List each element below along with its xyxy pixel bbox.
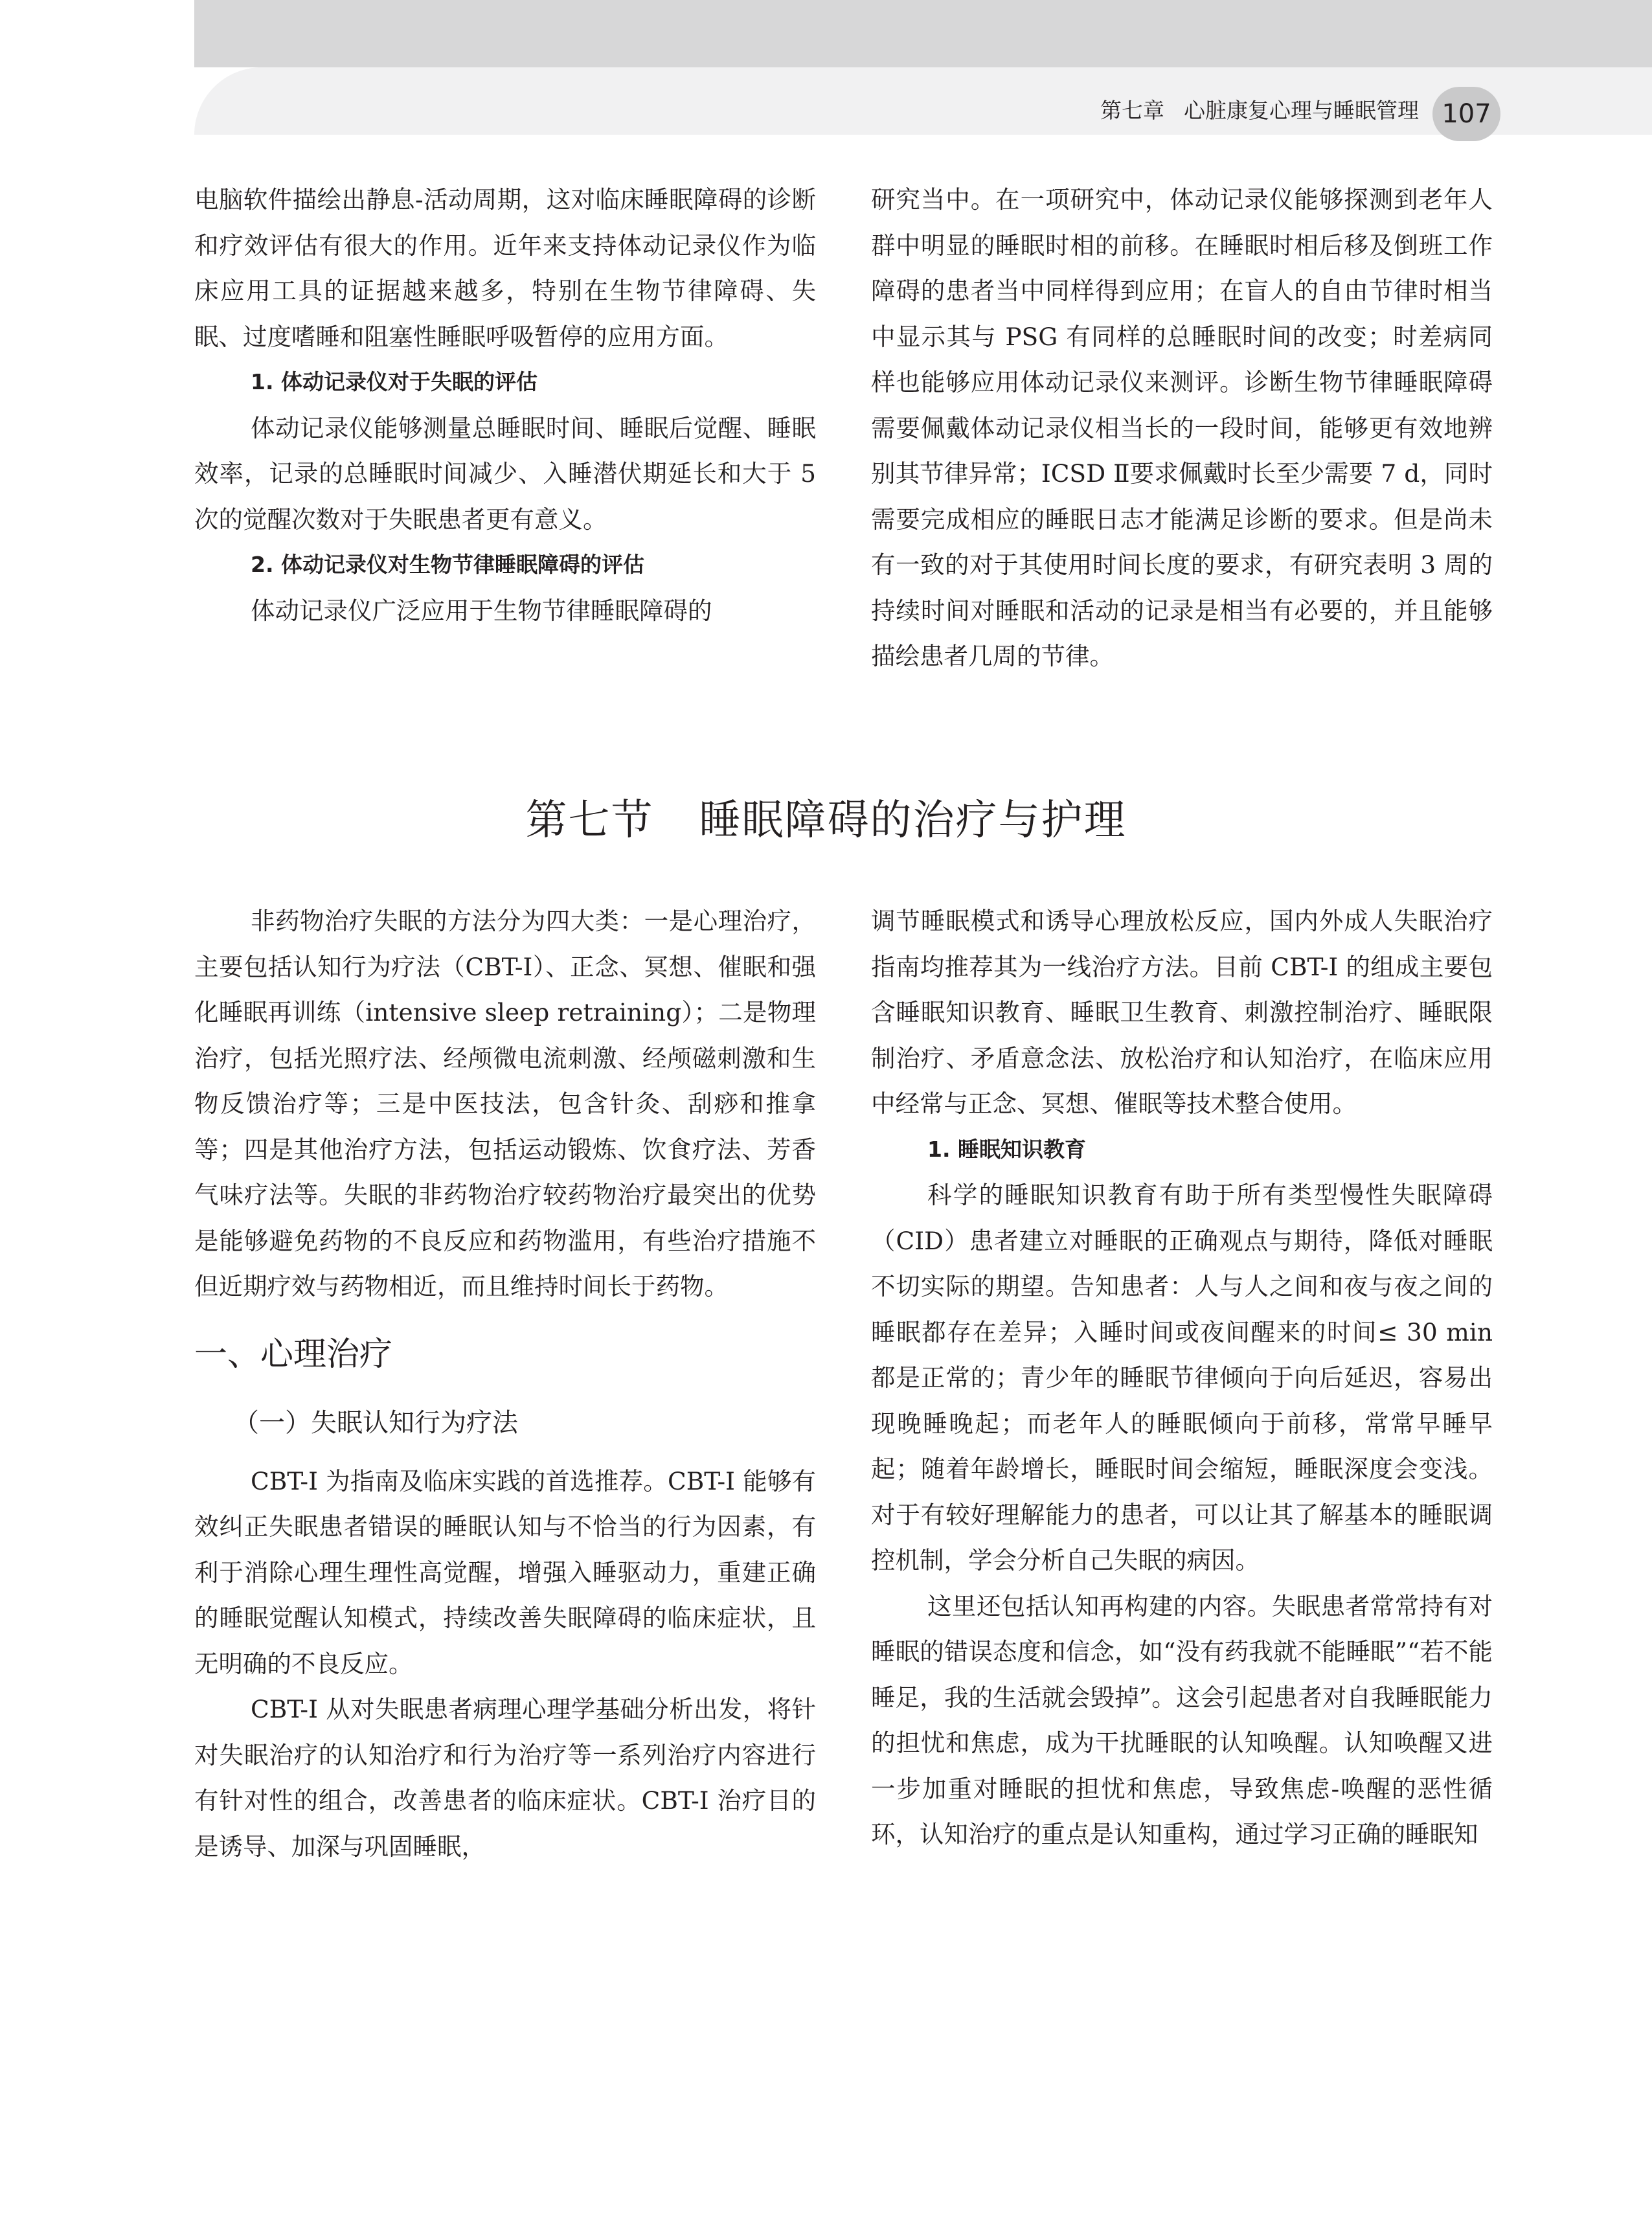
heading-level-2: （一）失眠认知行为疗法 [233,1407,518,1438]
paragraph: 研究当中。在一项研究中，体动记录仪能够探测到老年人群中明显的睡眠时相的前移。在睡眠时相后移及倒班工作障碍的患者当中同样得到应用；在盲人的自由节律时相当中显示其与 PSG 有同样的总睡眠时间的改变；时差病同样也能够应用体动记录仪来测评。诊断生物节律睡眠障碍需要佩戴体动记录仪相当长的一段时间，能够更有效地辨别其节律异常；ICSD Ⅱ要求佩戴时长至少需要 7 d，同时需要完成相应的睡眠日志才能满足诊断的要求。但是尚未有一致的对于其使用时间长度的要求，有研究表明 3 周的持续时间对睡眠和活动的记录是相当有必要的，并且能够描绘患者几周的节律。 [871,185,1493,670]
heading-level-1: 一、心理治疗 [194,1335,393,1374]
paragraph: 非药物治疗失眠的方法分为四大类：一是心理治疗，主要包括认知行为疗法（CBT-I）、正念、冥想、催眠和强化睡眠再训练（intensive sleep retraining）；二是物理治疗，包括光照疗法、经颅微电流刺激、经颅磁刺激和生物反馈治疗等；三是中医技法，包含针灸、刮痧和推拿等；四是其他治疗方法，包括运动锻炼、饮食疗法、芳香气味疗法等。失眠的非药物治疗较药物治疗最突出的优势是能够避免药物的不良反应和药物滥用，有些治疗措施不但近期疗效与药物相近，而且维持时间长于药物。 [194,907,816,1300]
running-head-strip [194,67,1652,135]
paragraph: CBT-I 为指南及临床实践的首选推荐。CBT-I 能够有效纠正失眠患者错误的睡眠认知与不恰当的行为因素，有利于消除心理生理性高觉醒，增强入睡驱动力，重建正确的睡眠觉醒认知模式，持续改善失眠障碍的临床症状，且无明确的不良反应。 [194,1466,816,1678]
section-title [0,785,1652,856]
paragraph: 科学的睡眠知识教育有助于所有类型慢性失眠障碍（CID）患者建立对睡眠的正确观点与期待，降低对睡眠不切实际的期望。告知患者：人与人之间和夜与夜之间的睡眠都存在差异；入睡时间或夜间醒来的时间≤ 30 min 都是正常的；青少年的睡眠节律倾向于向后延迟，容易出现晚睡晚起；而老年人的睡眠倾向于前移，常常早睡早起；随着年龄增长，睡眠时间会缩短，睡眠深度会变浅。对于有较好理解能力的患者，可以让其了解基本的睡眠调控机制，学会分析自己失眠的病因。 [871,1181,1493,1574]
bottom-right-column [871,898,1493,1857]
section-number: 第七节 [525,797,654,845]
paragraph: 电脑软件描绘出静息-活动周期，这对临床睡眠障碍的诊断和疗效评估有很大的作用。近年来支持体动记录仪作为临床应用工具的证据越来越多，特别在生物节律障碍、失眠、过度嗜睡和阻塞性睡眠呼吸暂停的应用方面。 [194,185,816,351]
paragraph: 这里还包括认知再构建的内容。失眠患者常常持有对睡眠的错误态度和信念，如“没有药我就不能睡眠”“若不能睡足，我的生活就会毁掉”。这会引起患者对自我睡眠能力的担忧和焦虑，成为干扰睡眠的认知唤醒。认知唤醒又进一步加重对睡眠的担忧和焦虑，导致焦虑-唤醒的恶性循环，认知治疗的重点是认知重构，通过学习正确的睡眠知 [871,1591,1493,1848]
chapter-number: 第七章 [1100,98,1164,123]
top-left-column [194,177,816,633]
bottom-left-column [194,898,816,1869]
paragraph: 体动记录仪能够测量总睡眠时间、睡眠后觉醒、睡眠效率，记录的总睡眠时间减少、入睡潜伏期延长和大于 5 次的觉醒次数对于失眠患者更有意义。 [194,413,816,534]
page-number: 107 [1432,87,1500,141]
subheading: 2. 体动记录仪对生物节律睡眠障碍的评估 [251,552,644,577]
subheading: 1. 体动记录仪对于失眠的评估 [251,369,537,394]
chapter-title: 心脏康复心理与睡眠管理 [1184,98,1419,123]
paragraph: 调节睡眠模式和诱导心理放松反应，国内外成人失眠治疗指南均推荐其为一线治疗方法。目前 CBT-I 的组成主要包含睡眠知识教育、睡眠卫生教育、刺激控制治疗、睡眠限制治疗、矛盾意念法、放松治疗和认知治疗，在临床应用中经常与正念、冥想、催眠等技术整合使用。 [871,907,1493,1118]
paragraph: 体动记录仪广泛应用于生物节律睡眠障碍的 [251,596,712,625]
header-band [194,0,1652,67]
top-right-column [871,177,1493,679]
subheading: 1. 睡眠知识教育 [927,1136,1086,1162]
section-name: 睡眠障碍的治疗与护理 [699,797,1127,845]
paragraph: CBT-I 从对失眠患者病理心理学基础分析出发，将针对失眠治疗的认知治疗和行为治疗等一系列治疗内容进行有针对性的组合，改善患者的临床症状。CBT-I 治疗目的是诱导、加深与巩固睡眠， [194,1695,816,1861]
running-head [1100,95,1419,127]
